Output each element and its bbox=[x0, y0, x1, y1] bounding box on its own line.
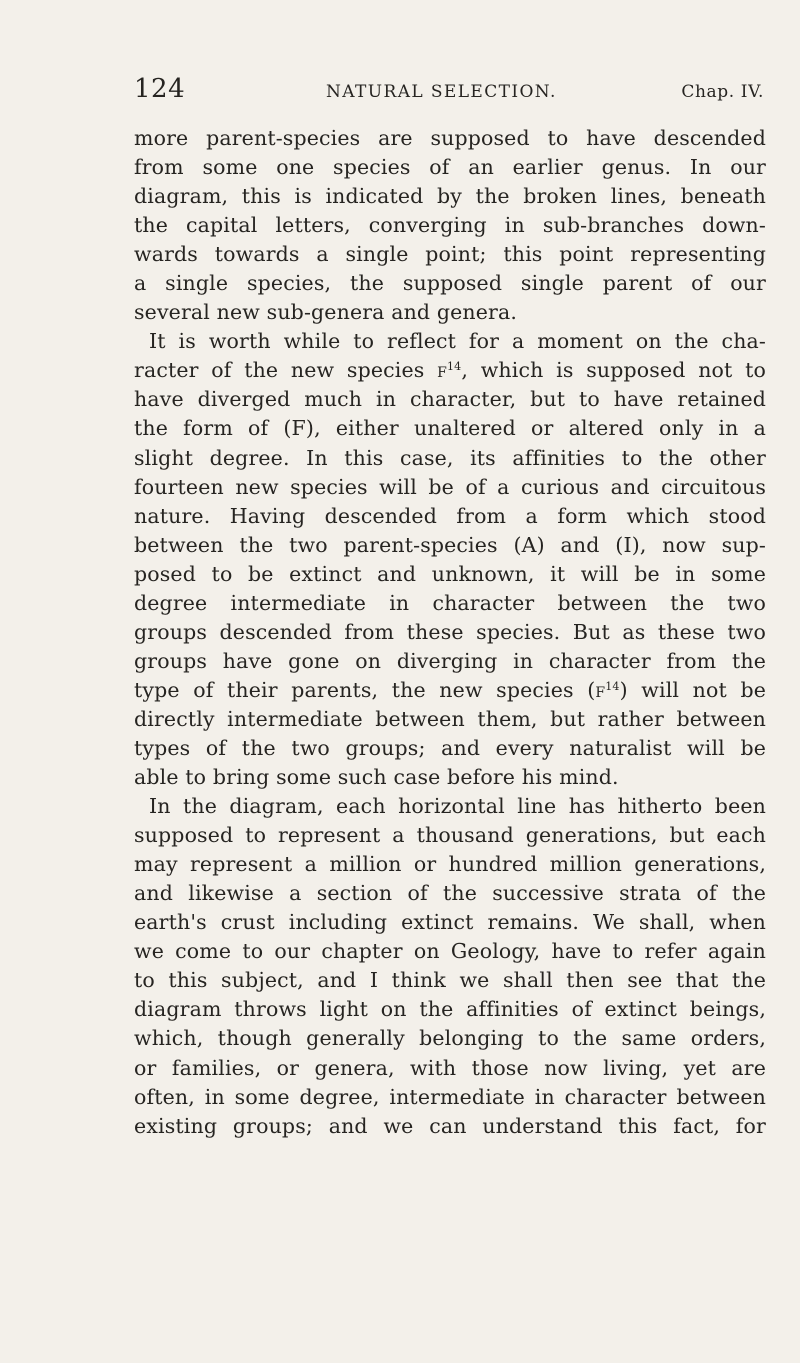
text-line-with-species-mark bbox=[134, 676, 766, 705]
text-line: which, though generally belonging to the same orders, bbox=[134, 1026, 766, 1051]
text-line: the form of (F), either unaltered or altered only in a bbox=[134, 416, 766, 441]
text-line: posed to be extinct and unknown, it will be in some bbox=[134, 561, 766, 586]
species-superscript: 14 bbox=[447, 360, 462, 374]
text-line: groups have gone on diverging in character from the bbox=[134, 648, 766, 673]
line-text-before: type of their parents, the new species ( bbox=[134, 677, 596, 702]
running-header bbox=[134, 74, 764, 114]
text-line: diagram throws light on the affinities of extinct beings, bbox=[134, 997, 766, 1022]
text-line: types of the two groups; and every naturalist will be bbox=[134, 735, 766, 760]
text-line: supposed to represent a thousand generations, but each bbox=[134, 823, 766, 848]
paragraph-start-line: In the diagram, each horizontal line has hitherto been bbox=[149, 794, 766, 819]
text-line: existing groups; and we can understand this fact, for bbox=[134, 1113, 766, 1138]
species-superscript: 14 bbox=[605, 679, 620, 693]
text-line: degree intermediate in character between the two bbox=[134, 590, 766, 615]
line-text-after: , which is supposed not to bbox=[461, 358, 766, 383]
text-line: slight degree. In this case, its affinities to the other bbox=[134, 445, 766, 470]
species-letter: f bbox=[437, 358, 448, 383]
text-line: a single species, the supposed single parent of our bbox=[134, 271, 766, 296]
text-line: from some one species of an earlier genus. In our bbox=[134, 155, 766, 180]
text-line: the capital letters, converging in sub-branches down- bbox=[134, 213, 766, 238]
text-line: directly intermediate between them, but rather between bbox=[134, 706, 766, 731]
text-line: more parent-species are supposed to have descended bbox=[134, 126, 766, 150]
paragraph-end-line: several new sub-genera and genera. bbox=[134, 300, 518, 325]
paragraph-end-line: able to bring some such case before his mind. bbox=[134, 765, 619, 790]
text-line: diagram, this is indicated by the broken lines, beneath bbox=[134, 184, 766, 209]
line-text-after: ) will not be bbox=[619, 677, 766, 702]
text-line: often, in some degree, intermediate in character between bbox=[134, 1084, 766, 1109]
text-line: have diverged much in character, but to have retained bbox=[134, 387, 766, 412]
text-line: earth's crust including extinct remains. We shall, when bbox=[134, 910, 766, 935]
text-line: or families, or genera, with those now living, yet are bbox=[134, 1055, 766, 1080]
body-text bbox=[134, 124, 766, 1141]
text-line: and likewise a section of the successive strata of the bbox=[134, 881, 766, 906]
paragraph-start-line: It is worth while to reflect for a moment on the cha- bbox=[149, 329, 766, 354]
text-line: we come to our chapter on Geology, have to refer again bbox=[134, 939, 766, 964]
line-text-before: racter of the new species bbox=[134, 358, 438, 383]
chapter-label: Chap. IV. bbox=[681, 82, 764, 102]
species-letter: f bbox=[595, 677, 606, 702]
text-line: to this subject, and I think we shall then see that the bbox=[134, 968, 766, 993]
running-title: NATURAL SELECTION. bbox=[326, 82, 557, 102]
text-line-with-species-mark bbox=[134, 356, 766, 385]
text-line: wards towards a single point; this point representing bbox=[134, 242, 766, 267]
text-line: between the two parent-species (A) and (I), now sup- bbox=[134, 532, 766, 557]
page-number: 124 bbox=[134, 74, 186, 104]
text-line: may represent a million or hundred million generations, bbox=[134, 852, 766, 877]
text-line: fourteen new species will be of a curious and circuitous bbox=[134, 474, 766, 499]
text-line: nature. Having descended from a form which stood bbox=[134, 503, 766, 528]
text-line: groups descended from these species. But as these two bbox=[134, 619, 766, 644]
